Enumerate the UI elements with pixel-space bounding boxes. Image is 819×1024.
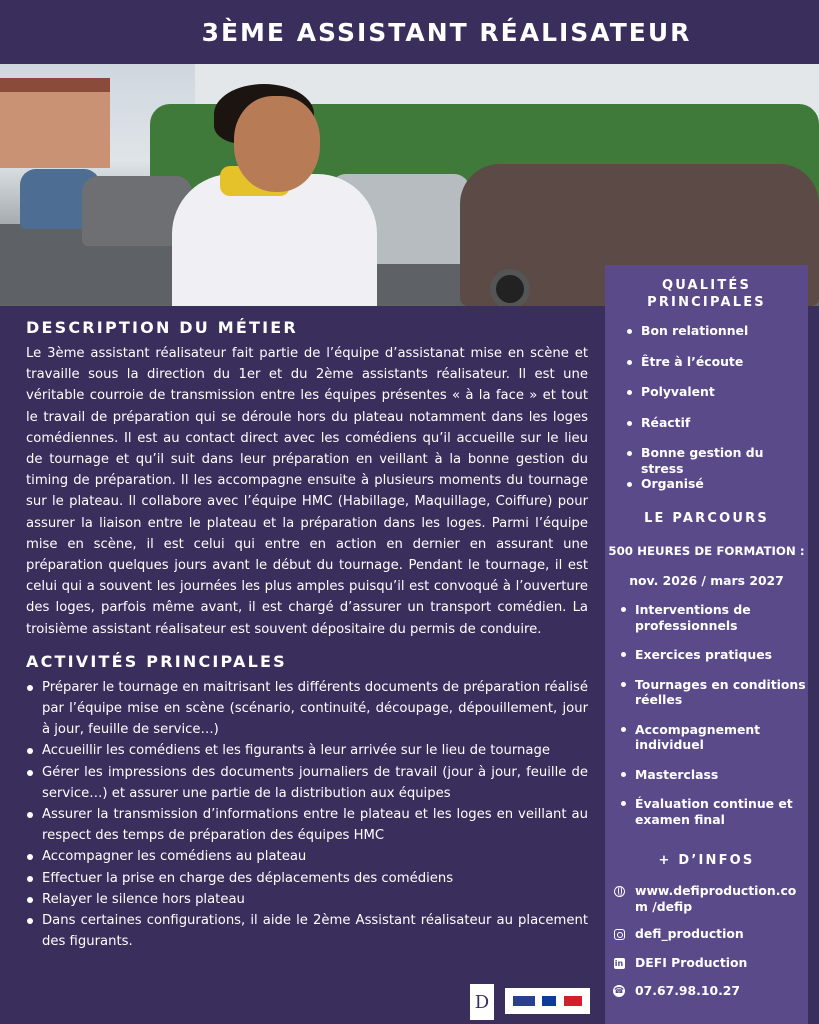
training-dates: nov. 2026 / mars 2027 bbox=[629, 573, 784, 588]
list-item: Bon relationnel bbox=[627, 323, 808, 354]
globe-icon bbox=[609, 883, 629, 899]
list-item: Évaluation continue et examen final bbox=[621, 796, 806, 827]
list-item: Effectuer la prise en charge des déplacements des comédiens bbox=[26, 868, 588, 889]
list-item: Accompagnement individuel bbox=[621, 722, 806, 753]
info-title: + D’INFOS bbox=[658, 853, 755, 868]
instagram-text[interactable]: defi_production bbox=[635, 926, 744, 941]
linkedin-text[interactable]: DEFI Production bbox=[635, 955, 748, 970]
list-item: Masterclass bbox=[621, 767, 806, 783]
list-item: Polyvalent bbox=[627, 384, 808, 415]
activities-list bbox=[26, 677, 588, 953]
list-item: Interventions de professionnels bbox=[621, 602, 806, 633]
photo-building bbox=[0, 88, 110, 168]
main-column bbox=[26, 318, 588, 952]
training-hours: 500 HEURES DE FORMATION : bbox=[608, 544, 805, 558]
linkedin-icon: in bbox=[614, 958, 624, 968]
sidebar bbox=[605, 265, 808, 1024]
list-item: Organisé bbox=[627, 476, 808, 507]
website-text[interactable]: www.defiproduction.com /defip bbox=[635, 883, 797, 914]
qualities-title: QUALITÉS PRINCIPALES bbox=[647, 278, 766, 310]
defi-logo: D bbox=[470, 984, 494, 1020]
list-item: Préparer le tournage en maitrisant les différents documents de préparation réalisé par l’équipe mise en scène (scénario, continuité, découpage, dépouillement, jour à jour, feuille de service…) bbox=[26, 677, 588, 741]
partners-logo bbox=[505, 988, 590, 1014]
list-item: Relayer le silence hors plateau bbox=[26, 889, 588, 910]
activities-title: ACTIVITÉS PRINCIPALES bbox=[26, 651, 287, 671]
list-item: Gérer les impressions des documents journaliers de travail (jour à jour, feuille de service…) et assurer une partie de la distribution aux équipes bbox=[26, 762, 588, 804]
header-bar bbox=[0, 0, 819, 64]
list-item: Exercices pratiques bbox=[621, 647, 806, 663]
instagram-link[interactable] bbox=[609, 926, 805, 942]
linkedin-link[interactable] bbox=[609, 955, 805, 971]
parcours-title: LE PARCOURS bbox=[644, 511, 769, 526]
qualities-list bbox=[627, 323, 808, 506]
photo-person bbox=[172, 84, 377, 306]
list-item: Accompagner les comédiens au plateau bbox=[26, 846, 588, 867]
list-item: Accueillir les comédiens et les figurants à leur arrivée sur le lieu de tournage bbox=[26, 740, 588, 761]
website-link[interactable] bbox=[609, 883, 805, 915]
list-item: Dans certaines configurations, il aide le 2ème Assistant réalisateur au placement des figurants. bbox=[26, 910, 588, 952]
phone-icon: ☎ bbox=[614, 986, 624, 995]
description-title: DESCRIPTION DU MÉTIER bbox=[26, 318, 298, 337]
list-item: Être à l’écoute bbox=[627, 354, 808, 385]
instagram-icon bbox=[609, 926, 629, 942]
phone-text[interactable]: 07.67.98.10.27 bbox=[635, 983, 741, 998]
list-item: Tournages en conditions réelles bbox=[621, 677, 806, 708]
phone-link[interactable] bbox=[609, 983, 805, 999]
description-text: Le 3ème assistant réalisateur fait partie de l’équipe d’assistanat mise en scène et travaille sous la direction du 1er et du 2ème assistants réalisateur. Il est une véritable courroie de transmission entre les équipes présentes « à la face » et tout le travail de préparation qui se déroule hors du plateau notamment dans les loges comédiennes. Il est au contact direct avec les comédiens qu’il accueille sur le lieu de tournage et qu’il suit dans leur préparation en veillant à la bonne gestion du timing de préparation. Il les accompagne ensuite à plusieurs moments du tournage sur le plateau. Il collabore avec l’équipe HMC (Habillage, Maquillage, Coiffure) pour assurer la liaison entre le plateau et la préparation dans les loges. Parmi l’équipe mise en scène, il est celui qui entre en action en dernier en assurant une préparation quelques jours avant le début du tournage. Pendant le tournage, il est celui qui a souvent les journées les plus amples puisqu’il est convoqué à l’ouverture des loges, parfois même avant, il est chargé d’assurer un transport comédien. La troisième assistant réalisateur est souvent dépositaire du permis de conduire. bbox=[26, 346, 588, 637]
list-item: Assurer la transmission d’informations entre le plateau et les loges en veillant au respect des temps de préparation des équipes HMC bbox=[26, 804, 588, 846]
page-title: 3ÈME ASSISTANT RÉALISATEUR bbox=[201, 17, 692, 47]
list-item: Réactif bbox=[627, 415, 808, 446]
parcours-list bbox=[621, 602, 806, 841]
list-item: Bonne gestion du stress bbox=[627, 445, 808, 476]
